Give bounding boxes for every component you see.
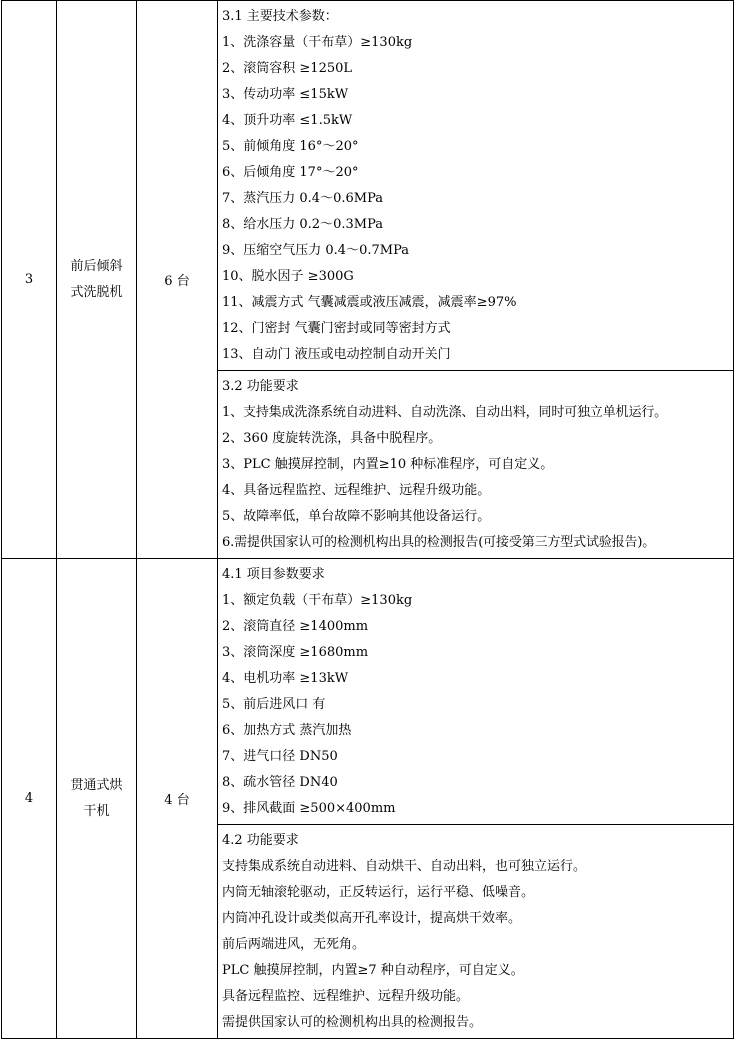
spec-line: 内筒冲孔设计或类似高开孔率设计，提高烘干效率。 bbox=[222, 911, 522, 926]
section-title: 4.1 项目参数要求 bbox=[222, 567, 325, 582]
spec-line: 8、疏水管径 DN40 bbox=[222, 775, 338, 790]
spec-line: 6、加热方式 蒸汽加热 bbox=[222, 723, 352, 738]
spec-section bbox=[218, 371, 734, 559]
spec-line: 1、洗涤容量（干布草）≥130kg bbox=[222, 35, 413, 50]
spec-line: 12、门密封 气囊门密封或同等密封方式 bbox=[222, 321, 451, 336]
row-number: 3 bbox=[2, 1, 57, 559]
spec-line: 13、自动门 液压或电动控制自动开关门 bbox=[222, 347, 451, 362]
spec-section bbox=[218, 1, 734, 371]
equipment-name: 前后倾斜式洗脱机 bbox=[57, 1, 137, 559]
spec-section bbox=[218, 559, 734, 825]
row-number: 4 bbox=[2, 559, 57, 1039]
quantity: 6 台 bbox=[137, 1, 218, 559]
spec-line: 1、额定负载（干布草）≥130kg bbox=[222, 593, 413, 608]
spec-line: 2、滚筒直径 ≥1400mm bbox=[222, 619, 369, 634]
table-row bbox=[2, 559, 734, 825]
spec-line: 5、前后进风口 有 bbox=[222, 697, 326, 712]
section-title: 3.1 主要技术参数： bbox=[222, 9, 338, 24]
spec-line: 7、进气口径 DN50 bbox=[222, 749, 338, 764]
spec-line: 5、故障率低，单台故障不影响其他设备运行。 bbox=[222, 509, 491, 524]
spec-line: 7、蒸汽压力 0.4～0.6MPa bbox=[222, 191, 383, 206]
spec-line: 3、滚筒深度 ≥1680mm bbox=[222, 645, 369, 660]
spec-line: 6.需提供国家认可的检测机构出具的检测报告(可接受第三方型式试验报告)。 bbox=[222, 535, 656, 550]
spec-line: 2、360 度旋转洗涤，具备中脱程序。 bbox=[222, 431, 442, 446]
spec-line: 5、前倾角度 16°～20° bbox=[222, 139, 359, 154]
spec-line: 9、排风截面 ≥500×400mm bbox=[222, 801, 396, 816]
spec-line: 支持集成系统自动进料、自动烘干、自动出料，也可独立运行。 bbox=[222, 859, 587, 874]
spec-line: 1、支持集成洗涤系统自动进料、自动洗涤、自动出料，同时可独立单机运行。 bbox=[222, 405, 668, 420]
section-title: 3.2 功能要求 bbox=[222, 379, 299, 394]
spec-line: 3、传动功率 ≤15kW bbox=[222, 87, 349, 102]
spec-line: 4、电机功率 ≥13kW bbox=[222, 671, 349, 686]
spec-line: 2、滚筒容积 ≥1250L bbox=[222, 61, 353, 76]
spec-line: 前后两端进风，无死角。 bbox=[222, 937, 366, 952]
equipment-name: 贯通式烘干机 bbox=[57, 559, 137, 1039]
spec-line: PLC 触摸屏控制，内置≥7 种自动程序，可自定义。 bbox=[222, 963, 524, 978]
spec-line: 3、PLC 触摸屏控制，内置≥10 种标准程序，可自定义。 bbox=[222, 457, 554, 472]
spec-line: 需提供国家认可的检测机构出具的检测报告。 bbox=[222, 1015, 483, 1030]
quantity: 4 台 bbox=[137, 559, 218, 1039]
spec-line: 内筒无轴滚轮驱动，正反转运行，运行平稳、低噪音。 bbox=[222, 885, 535, 900]
spec-line: 10、脱水因子 ≥300G bbox=[222, 269, 354, 284]
spec-line: 8、给水压力 0.2～0.3MPa bbox=[222, 217, 383, 232]
spec-line: 11、减震方式 气囊减震或液压减震，减震率≥97% bbox=[222, 295, 517, 310]
spec-section bbox=[218, 825, 734, 1039]
section-title: 4.2 功能要求 bbox=[222, 833, 299, 848]
spec-line: 9、压缩空气压力 0.4～0.7MPa bbox=[222, 243, 409, 258]
spec-line: 6、后倾角度 17°～20° bbox=[222, 165, 359, 180]
spec-line: 具备远程监控、远程维护、远程升级功能。 bbox=[222, 989, 470, 1004]
spec-table bbox=[1, 0, 734, 1039]
spec-line: 4、具备远程监控、远程维护、远程升级功能。 bbox=[222, 483, 491, 498]
spec-line: 4、顶升功率 ≤1.5kW bbox=[222, 113, 353, 128]
table-row bbox=[2, 1, 734, 371]
